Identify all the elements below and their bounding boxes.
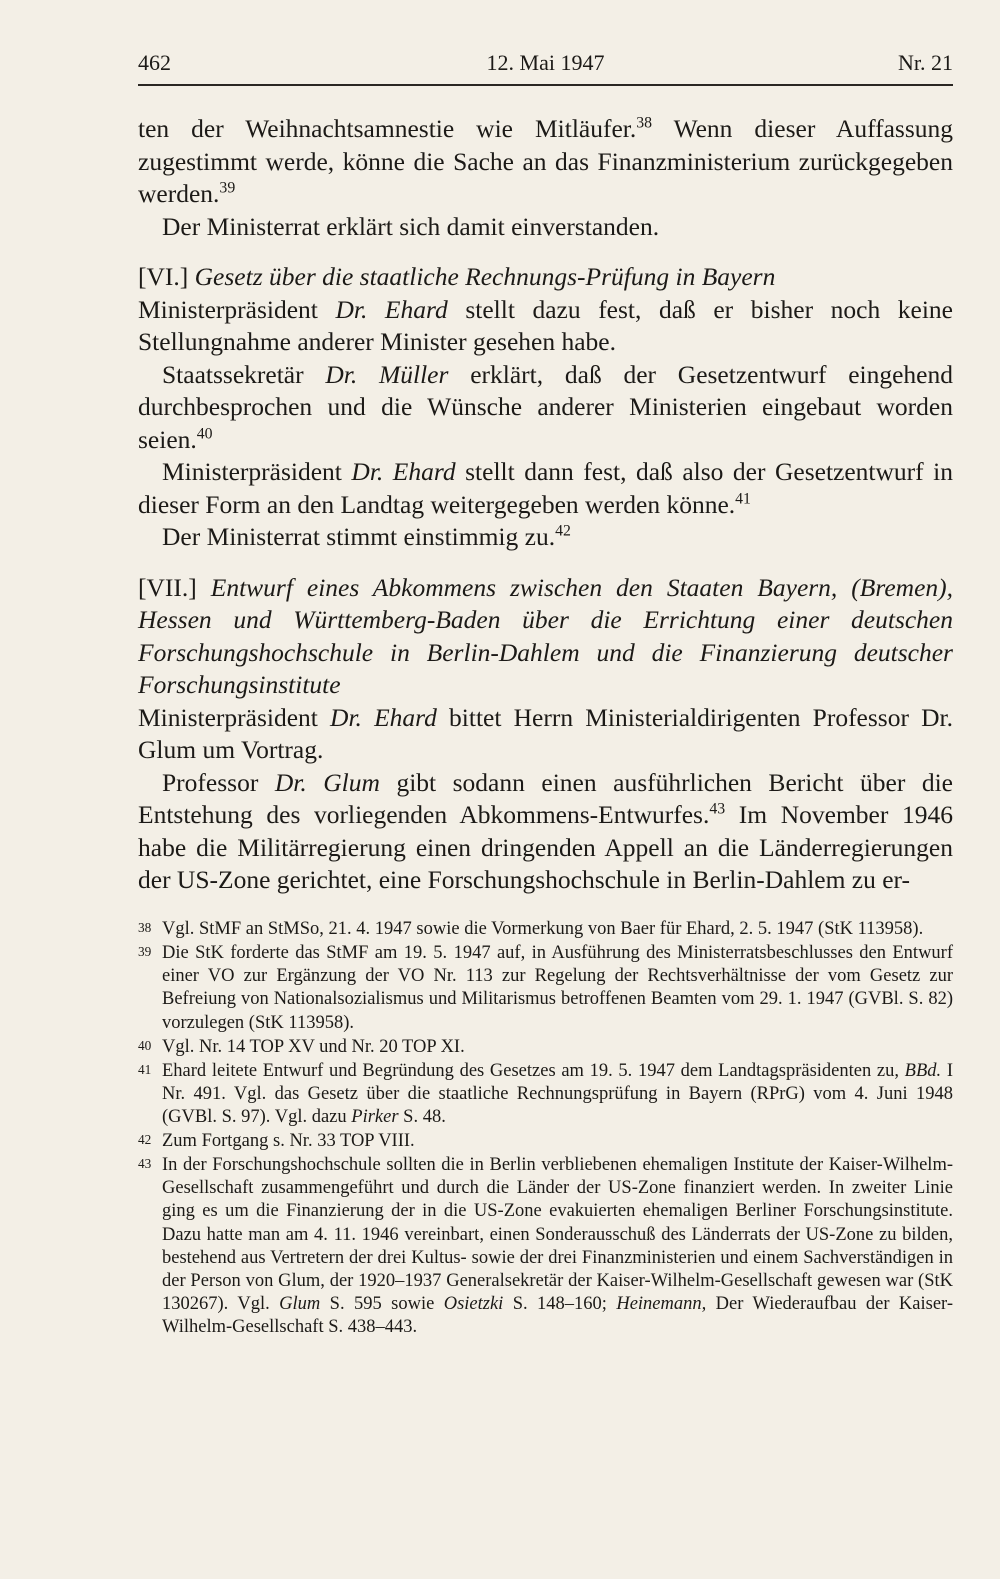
main-text	[138, 113, 953, 897]
footnote-ref: 38	[636, 114, 653, 132]
footnote-ref: 42	[555, 522, 571, 540]
footnote-ref: 41	[735, 490, 751, 508]
running-header	[138, 50, 953, 84]
page-number: 462	[138, 50, 171, 75]
paragraph: Staatssekretär Dr. Müller erklärt, daß der Gesetzentwurf eingehend durchbesprochen und die Wünsche anderer Ministerien eingebaut worden seien.$^{40}$	[138, 359, 954, 454]
footnote-43: 43 In der Forschungshochschule sollten die in Berlin verbliebenen ehemaligen Institute der Kaiser-Wilhelm-Gesellschaft zusammengeführt und durch die Länder der US-Zone finanziert werden. In zweiter Linie ging es um die Finanzierung der in die US-Zone evakuierten ehemaligen Berliner Forschungsinstitute. Dazu hatte man am 4. 11. 1946 vereinbart, einen Sonderausschuß des Länderrats der US-Zone zu bilden, bestehend aus Vertretern der drei Kultus- sowie der drei Finanzministerien und einem Sachverständigen in der Person von Glum, der 1920–1937 Generalsekretär der Kaiser-Wilhelm-Gesellschaft gewesen war (StK 130267). Vgl. Glum S. 595 sowie Osietzki S. 148–160; Heinemann, Der Wiederaufbau der Kaiser-Wilhelm-Gesellschaft S. 438–443.	[138, 1155, 953, 1338]
paragraph: Ministerpräsident Dr. Ehard stellt dann fest, daß also der Gesetzentwurf in dieser Form an den Landtag weitergegeben werden könne.$^{41}$	[138, 457, 953, 519]
document-number: Nr. 21	[898, 50, 953, 75]
footnote-ref: 40	[196, 425, 213, 443]
footnote-41: 41 Ehard leitete Entwurf und Begründung des Gesetzes am 19. 5. 1947 dem Landtagspräsidenten zu, BBd. I Nr. 491. Vgl. das Gesetz über die staatliche Rechnungsprüfung in Bayern (RPrG) vom 4. Juni 1948 (GVBl. S. 97). Vgl. dazu Pirker S. 48.	[138, 1060, 953, 1128]
footnote-42: 42 Zum Fortgang s. Nr. 33 TOP VIII.	[138, 1131, 415, 1152]
footnotes	[138, 918, 953, 1340]
footnote-39: 39 Die StK forderte das StMF am 19. 5. 1947 auf, in Ausführung des Ministerratsbeschlusses den Entwurf einer VO zur Ergänzung der VO Nr. 113 zur Regelung der Rechtsverhältnisse der vom Gesetz zur Befreiung von Nationalsozialismus und Militarismus betroffenen Beamten vom 29. 1. 1947 (GVBl. S. 82) vorzulegen (StK 113958).	[138, 943, 953, 1033]
footnote-ref: 39	[219, 179, 236, 197]
header-rule	[138, 84, 953, 86]
paragraph: Der Ministerrat erklärt sich damit einverstanden.	[162, 211, 660, 241]
header-date: 12. Mai 1947	[486, 50, 605, 75]
paragraph: Ministerpräsident Dr. Ehard stellt dazu fest, daß er bisher noch keine Stellungnahme anderer Minister gesehen habe.	[138, 294, 953, 356]
section-heading-vi: [VI.] Gesetz über die staatliche Rechnungs-Prüfung in Bayern	[138, 262, 776, 291]
paragraph: Professor Dr. Glum gibt sodann einen ausführlichen Bericht über die Entstehung des vorliegenden Abkommens-Entwurfes.$^{43}$ Im November 1946 habe die Militärregierung einen dringenden Appell an die Länderregierungen der US-Zone gerichtet, eine Forschungshochschule in Berlin-Dahlem zu er-	[138, 767, 953, 894]
footnote-38: 38 Vgl. StMF an StMSo, 21. 4. 1947 sowie die Vormerkung von Baer für Ehard, 2. 5. 1947 (StK 113958).	[138, 919, 924, 939]
paragraph: ten der Weihnachtsamnestie wie Mitläufer.$^{38}$ Wenn dieser Auffassung zugestimmt werde, könne die Sache an das Finanzministerium zurückgegeben werden.$^{39}$	[138, 114, 954, 208]
footnote-40: 40 Vgl. Nr. 14 TOP XV und Nr. 20 TOP XI.	[138, 1036, 465, 1057]
section-heading-vii: [VII.] Entwurf eines Abkommens zwischen den Staaten Bayern, (Bremen), Hessen und Württemberg-Baden über die Errichtung einer deutschen Forschungshochschule in Berlin-Dahlem und die Finanzierung deutscher Forschungsinstitute	[138, 572, 953, 699]
paragraph: Der Ministerrat stimmt einstimmig zu.$^{42}$	[162, 522, 571, 551]
paragraph: Ministerpräsident Dr. Ehard bittet Herrn Ministerialdirigenten Professor Dr. Glum um Vortrag.	[138, 702, 953, 764]
footnote-ref: 43	[709, 800, 726, 818]
